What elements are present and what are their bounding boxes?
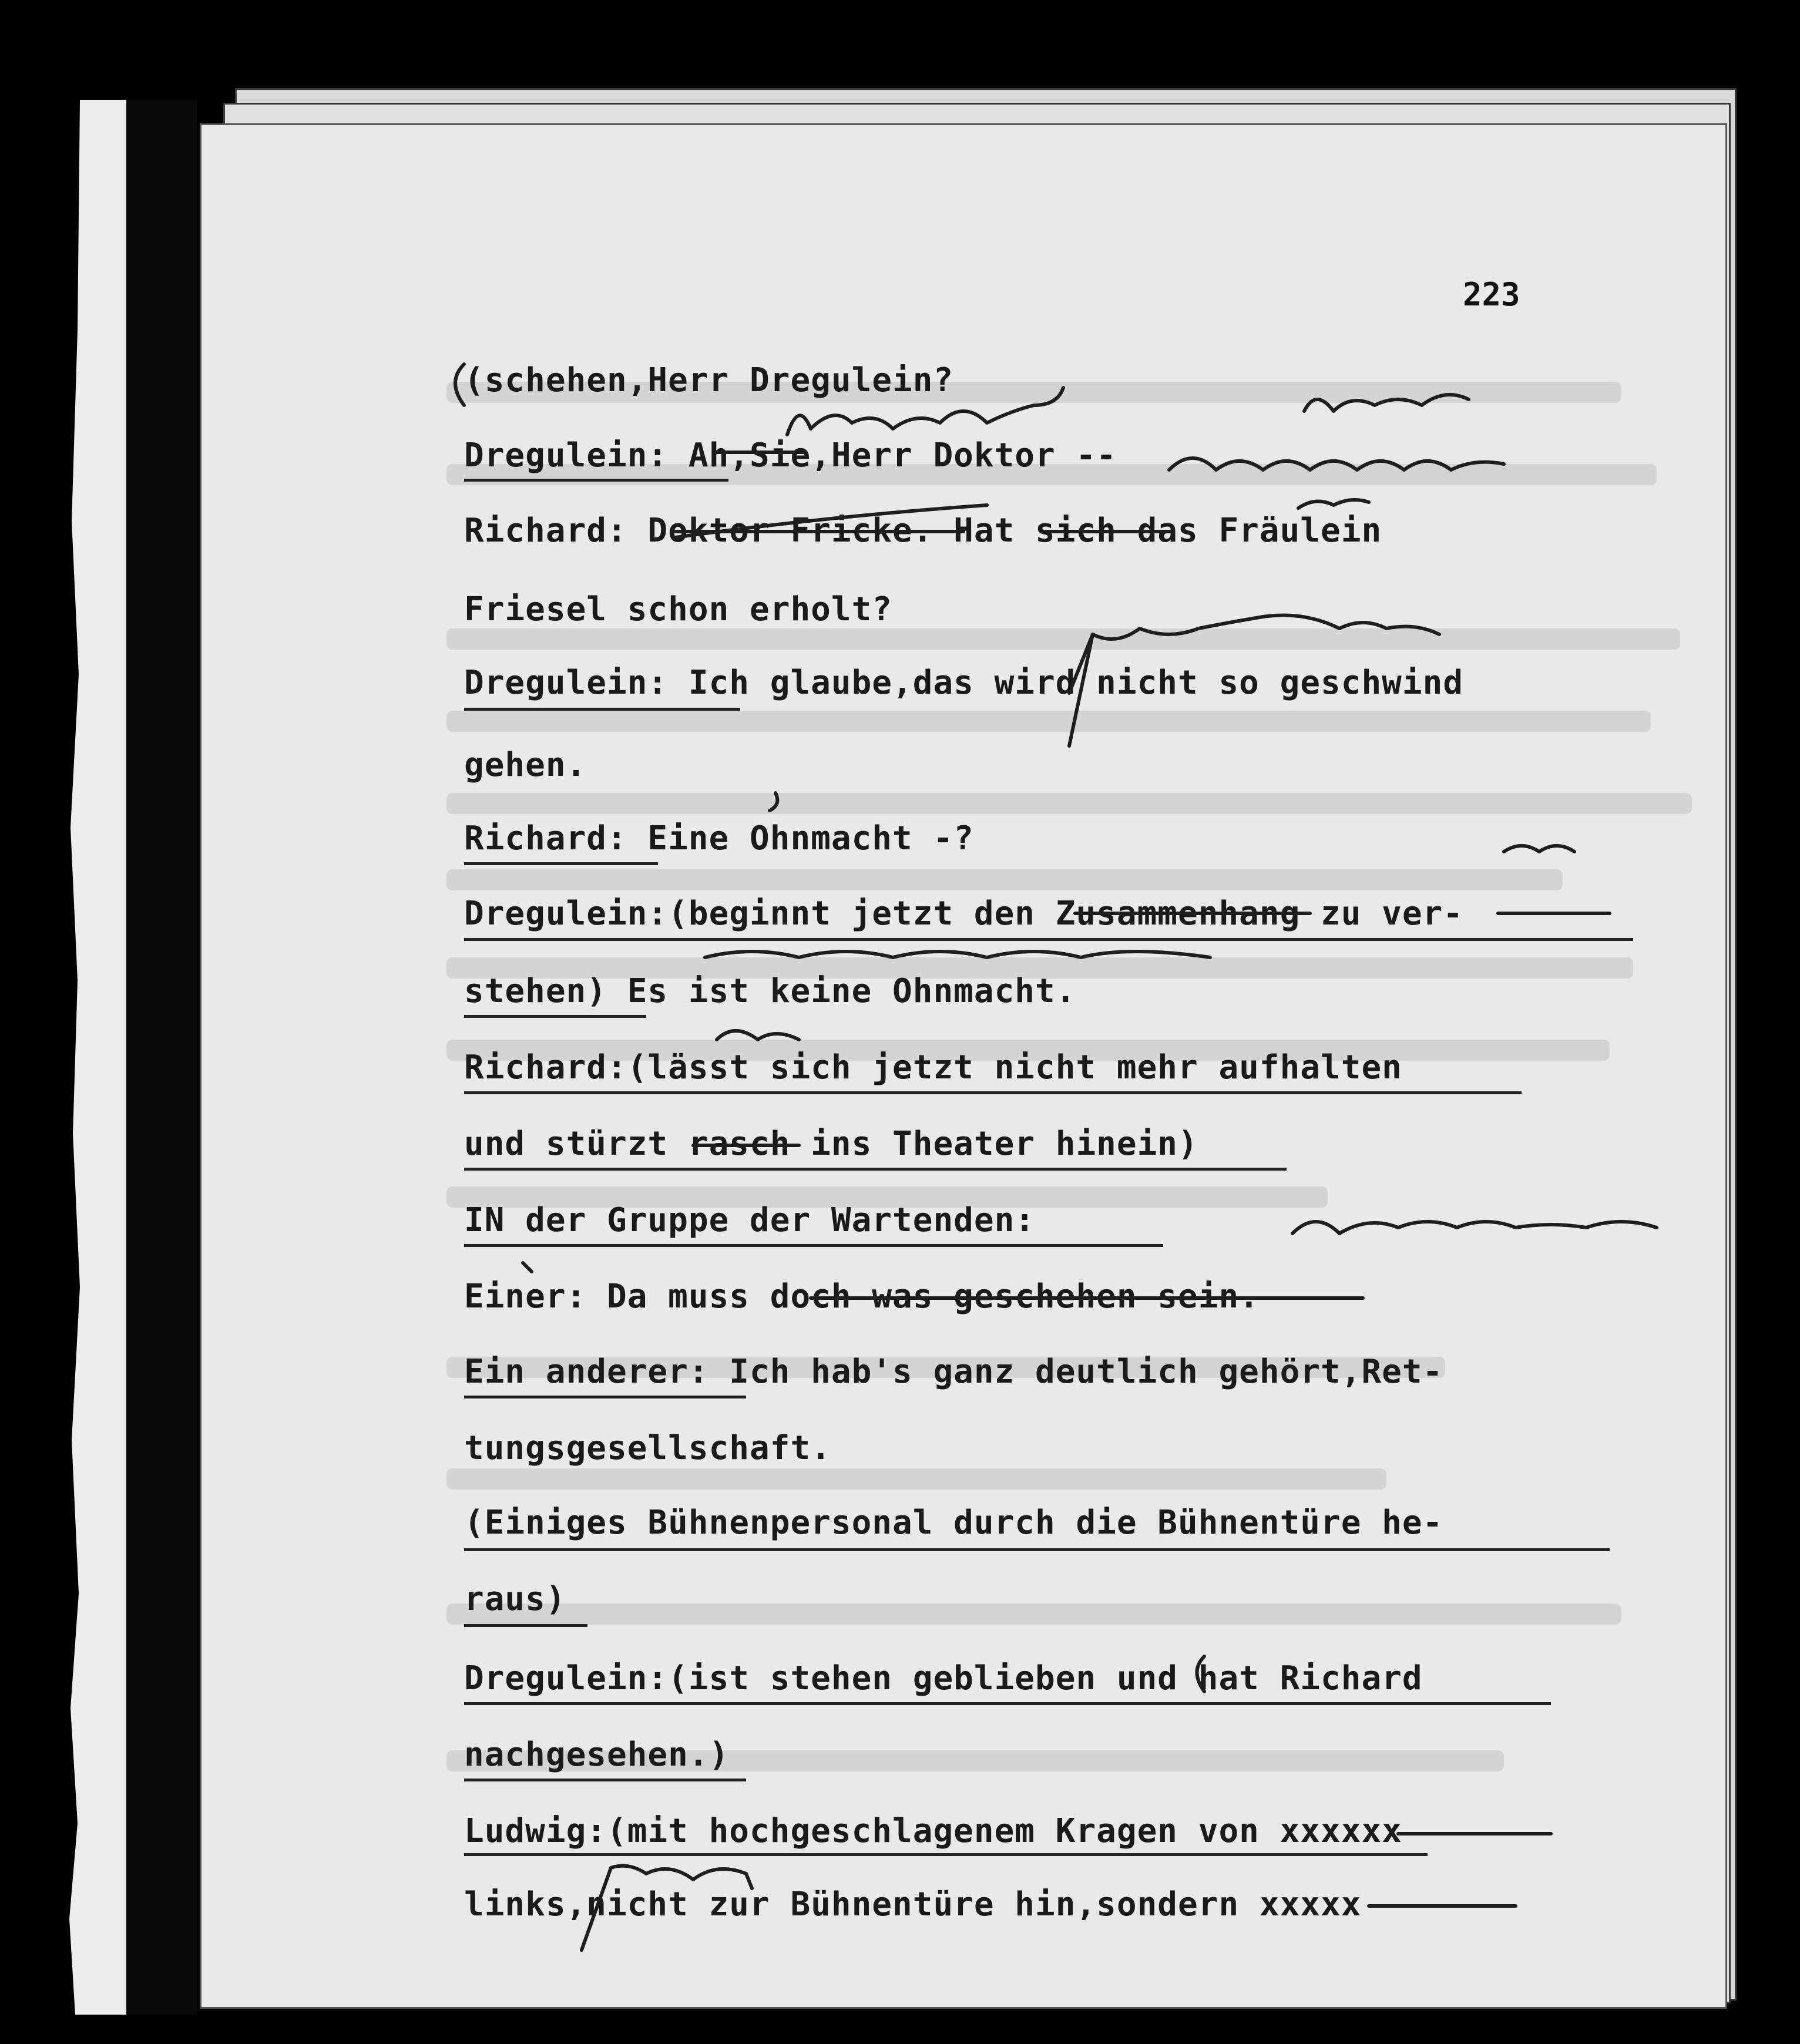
typed-line: Dregulein: Ah,Sie,Herr Doktor --: [464, 436, 1117, 475]
typed-line: Ein anderer: Ich hab's ganz deutlich gehört,Ret-: [464, 1353, 1443, 1391]
typed-line: Einer: Da muss doch was geschehen sein.: [464, 1278, 1260, 1316]
typed-line: Dregulein:(beginnt jetzt den Zusammenhang zu ver-: [464, 895, 1464, 933]
typed-line: Richard:(lässt sich jetzt nicht mehr aufhalten: [464, 1048, 1402, 1087]
typed-line: Richard: Doktor Fricke. Hat sich das Fräulein: [464, 512, 1382, 550]
typed-line: links,nicht zur Bühnentüre hin,sondern xxxxx: [464, 1885, 1362, 1924]
typed-line: IN der Gruppe der Wartenden:: [464, 1201, 1036, 1239]
typed-line: (schehen,Herr Dregulein?: [464, 361, 954, 399]
typed-line: Dregulein: Ich glaube,das wird nicht so geschwind: [464, 664, 1464, 702]
typed-line: nachgesehen.): [464, 1736, 730, 1774]
typed-line: raus): [464, 1580, 566, 1618]
typed-line: Dregulein:(ist stehen geblieben und hat Richard: [464, 1659, 1423, 1697]
typed-line: gehen.: [464, 746, 587, 784]
typed-line: Friesel schon erholt?: [464, 590, 893, 628]
typed-line: Richard: Eine Ohnmacht -?: [464, 819, 974, 858]
typed-line: Ludwig:(mit hochgeschlagenem Kragen von xxxxxx: [464, 1812, 1402, 1850]
typed-line: (Einiges Bühnenpersonal durch die Bühnentüre he-: [464, 1504, 1443, 1542]
typed-line: tungsgesellschaft.: [464, 1429, 831, 1467]
typed-line: stehen) Es ist keine Ohnmacht.: [464, 972, 1076, 1010]
page-number: 223: [1463, 276, 1520, 313]
typed-line: und stürzt rasch ins Theater hinein): [464, 1125, 1198, 1163]
